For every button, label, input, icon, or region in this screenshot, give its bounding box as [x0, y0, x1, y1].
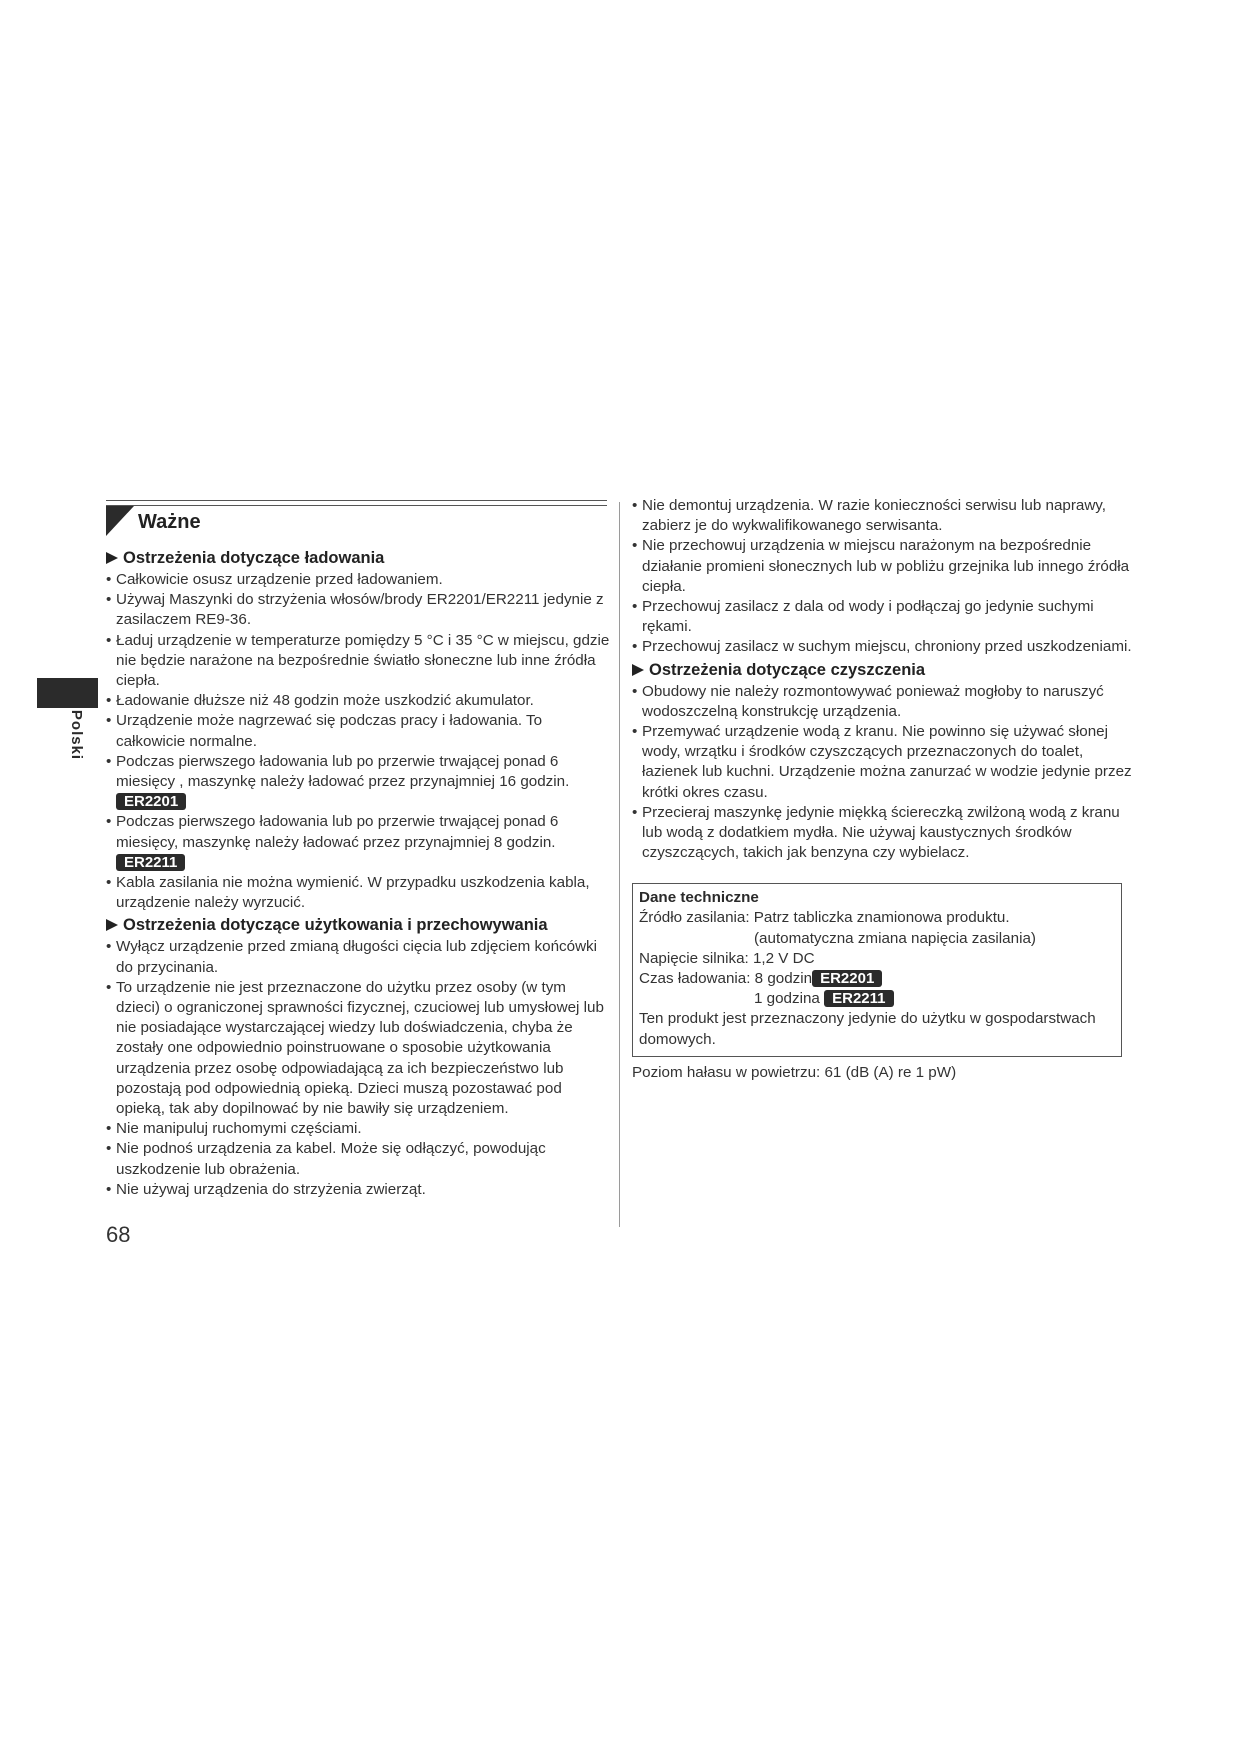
list-item: • Podczas pierwszego ładowania lub po przerwie trwającej ponad 6 miesięcy , maszynkę należy ładować przez przynajmniej 16 godzin. ER2201	[106, 752, 570, 811]
technical-data-box	[632, 883, 1122, 1056]
list-item: • To urządzenie nie jest przeznaczone do użytku przez osoby (w tym dzieci) o ograniczonej sprawności fizycznej, czuciowej lub umysłowej lub nie posiadające wystarczającej wiedzy lub doświadczenia, chyba że zostały one odpowiednio poinstruowane o sposobie użytkowania urządzenia przez osobę odpowiadającą za ich bezpieczeństwo lub pozostają pod odpowiednią opieką. Dzieci muszą pozostawać pod opieką, tak aby dopilnować by nie bawiły się urządzeniem.	[106, 978, 604, 1118]
page-number: 68	[106, 1222, 131, 1247]
charging-time-line: Czas ładowania: 8 godzin ER2201	[639, 969, 1115, 989]
technical-data-title: Dane techniczne	[639, 889, 759, 907]
list-item: • Nie demontuj urządzenia. W razie konieczności serwisu lub naprawy, zabierz je do wykwalifikowanego serwisanta.	[632, 497, 1106, 535]
model-badge-er2211: ER2211	[116, 854, 185, 871]
right-column	[632, 496, 1132, 1083]
important-header	[106, 500, 611, 542]
left-column	[106, 500, 611, 1200]
language-label: Polski	[68, 709, 86, 761]
language-tab-marker	[37, 678, 98, 708]
list-item: • Ładowanie dłuższe niż 48 godzin może uszkodzić akumulator.	[106, 692, 534, 710]
list-item: • Wyłącz urządzenie przed zmianą długości cięcia lub zdjęciem końcówki do przycinania.	[106, 938, 598, 976]
section-title-charging: Ostrzeżenia dotyczące ładowania	[106, 548, 611, 569]
list-item: • Ładuj urządzenie w temperaturze pomiędzy 5 °C i 35 °C w miejscu, gdzie nie będzie narażone na bezpośrednie światło słoneczne lub inne źródła ciepła.	[106, 631, 610, 690]
list-item: • Kabla zasilania nie można wymienić. W przypadku uszkodzenia kabla, urządzenie należy wyrzucić.	[106, 874, 590, 912]
list-item: • Przecieraj maszynkę jedynie miękką ściereczką zwilżoną wodą z kranu lub wodą z dodatkiem mydła. Nie używaj kaustycznych środków czyszczących, takich jak benzyna czy wybielacz.	[632, 803, 1120, 862]
arrow-right-icon	[106, 919, 118, 931]
list-item: • Nie używaj urządzenia do strzyżenia zwierząt.	[106, 1180, 426, 1198]
corner-triangle-icon	[106, 506, 134, 536]
list-item: • Nie podnoś urządzenia za kabel. Może się odłączyć, powodując uszkodzenie lub obrażenia.	[106, 1140, 546, 1178]
charging-warnings-list	[106, 570, 611, 913]
section-title-usage: Ostrzeżenia dotyczące użytkowania i przechowywania	[106, 915, 611, 936]
model-badge-er2201: ER2201	[116, 793, 186, 810]
list-item: • Przechowuj zasilacz z dala od wody i podłączaj go jedynie suchymi rękami.	[632, 598, 1094, 636]
charging-time-line-2: 1 godzina ER2211	[639, 989, 1115, 1009]
motor-voltage-line: Napięcie silnika: 1,2 V DC	[639, 949, 815, 967]
power-source-note: (automatyczna zmiana napięcia zasilania)	[754, 929, 1036, 947]
list-item: • Nie przechowuj urządzenia w miejscu narażonym na bezpośrednie działanie promieni słonecznych lub w pobliżu grzejnika lub innego źródła ciepła.	[632, 537, 1130, 595]
section-title-cleaning: Ostrzeżenia dotyczące czyszczenia	[632, 660, 1132, 681]
list-item: • Używaj Maszynki do strzyżenia włosów/brody ER2201/ER2211 jedynie z zasilaczem RE9-36.	[106, 591, 604, 629]
noise-level-line: Poziom hałasu w powietrzu: 61 (dB (A) re 1 pW)	[632, 1063, 957, 1081]
usage-warnings-list	[106, 937, 611, 1200]
list-item: • Przemywać urządzenie wodą z kranu. Nie powinno się używać słonej wody, wrzątku i środków czyszczących przeznaczonych do toalet, łazienek lub kuchni. Urządzenie można zanurzać w wodzie jedynie przez krótki okres czasu.	[632, 723, 1132, 801]
column-divider	[619, 502, 620, 1227]
list-item: • Podczas pierwszego ładowania lub po przerwie trwającej ponad 6 miesięcy, maszynkę należy ładować przez przynajmniej 8 godzin. ER2211	[106, 813, 559, 871]
list-item: • Całkowicie osusz urządzenie przed ładowaniem.	[106, 571, 443, 588]
list-item: • Obudowy nie należy rozmontowywać ponieważ mogłoby to naruszyć wodoszczelną konstrukcję urządzenia.	[632, 682, 1104, 720]
list-item: • Urządzenie może nagrzewać się podczas pracy i ładowania. To całkowicie normalne.	[106, 712, 543, 750]
storage-warnings-list	[632, 496, 1132, 658]
list-item: • Przechowuj zasilacz w suchym miejscu, chroniony przed uszkodzeniami.	[632, 638, 1132, 656]
header-rule	[106, 500, 607, 506]
household-note: Ten produkt jest przeznaczony jedynie do użytku w gospodarstwach domowych.	[639, 1010, 1096, 1048]
model-badge-er2211: ER2211	[824, 990, 893, 1007]
model-badge-er2201: ER2201	[812, 970, 882, 987]
power-source-line: Źródło zasilania: Patrz tabliczka znamionowa produktu.	[639, 909, 1010, 927]
list-item: • Nie manipuluj ruchomymi częściami.	[106, 1120, 362, 1138]
arrow-right-icon	[632, 664, 644, 676]
cleaning-warnings-list	[632, 682, 1132, 864]
header-title: Ważne	[138, 511, 201, 533]
arrow-right-icon	[106, 552, 118, 564]
